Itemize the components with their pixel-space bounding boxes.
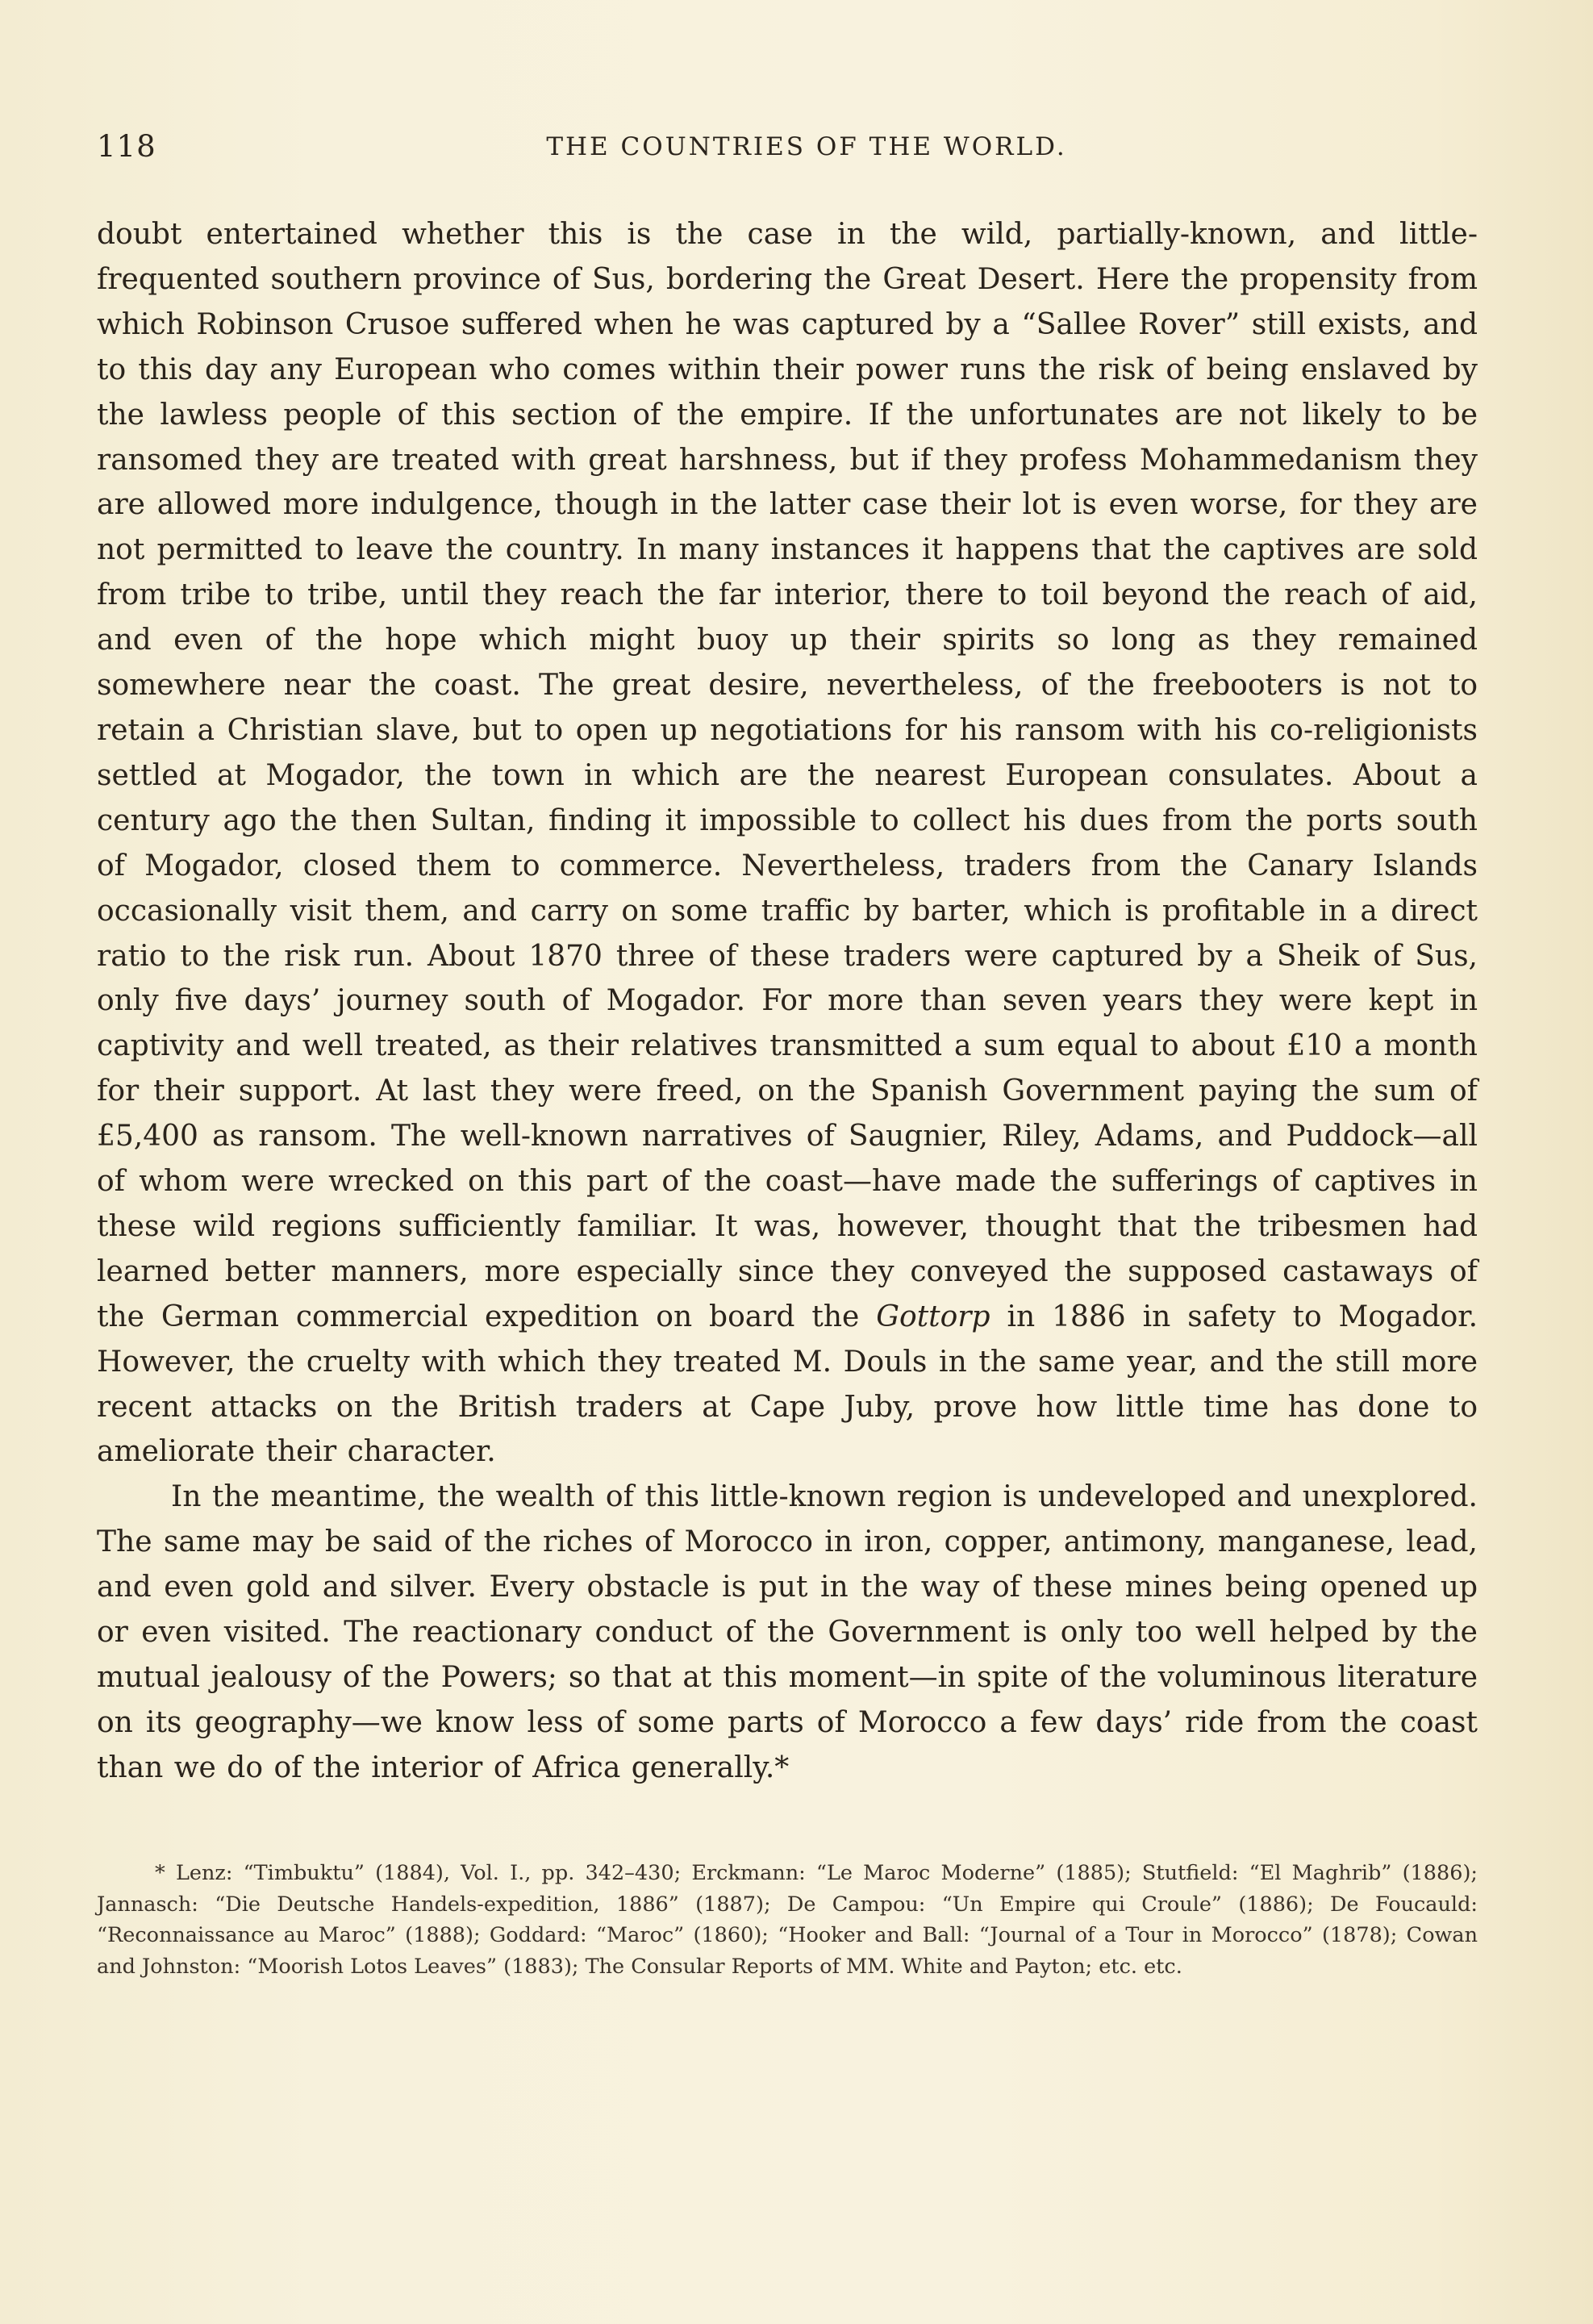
running-head: THE COUNTRIES OF THE WORLD. (546, 132, 1067, 161)
page-number: 118 (97, 129, 156, 164)
paragraph-2: In the meantime, the wealth of this little-known region is undeveloped and unexplored. The same may be said of the riches of Morocco in iron, copper, antimony, manganese, lead, and even gold and silver. Every obstacle is put in the way of these mines being opened up or even visited. The reactionary conduct of the Government is only too well helped by the mutual jealousy of the Powers; so that at this moment—in spite of the voluminous literature on its geography—we know less of some parts of Morocco a few days’ ride from the coast than we do of the interior of Africa generally.* (97, 1480, 1478, 1784)
paragraph-1 (97, 212, 1478, 1475)
paragraph-1-part-a: doubt entertained whether this is the case in the wild, partially-known, and little-frequented southern province of Sus, bordering the Great Desert. Here the propensity from which Robinson Crusoe suffered when he was captured by a “Sallee Rover” still exists, and to this day any European who comes within their power runs the risk of being enslaved by the lawless people of this section of the empire. If the unfortunates are not likely to be ransomed they are treated with great harshness, but if they profess Mohammedanism they are allowed more indulgence, though in the latter case their lot is even worse, for they are not permitted to leave the country. In many instances it happens that the captives are sold from tribe to tribe, until they reach the far interior, there to toil beyond the reach of aid, and even of the hope which might buoy up their spirits so long as they remained somewhere near the coast. The great desire, nevertheless, of the freebooters is not to retain a Christian slave, but to open up negotiations for his ransom with his co-religionists settled at Mogador, the town in which are the nearest European consulates. About a century ago the then Sultan, finding it impossible to collect his dues from the ports south of Mogador, closed them to commerce. Nevertheless, traders from the Canary Islands occasionally visit them, and carry on some traffic by barter, which is profitable in a direct ratio to the risk run. About 1870 three of these traders were captured by a Sheik of Sus, only five days’ journey south of Mogador. For more than seven years they were kept in captivity and well treated, as their relatives transmitted a sum equal to about £10 a month for their support. At last they were freed, on the Spanish Government paying the sum of £5,400 as ransom. The well-known narratives of Saugnier, Riley, Adams, and Puddock—all of whom were wrecked on this part of the coast—have made the sufferings of captives in these wild regions sufficiently familiar. It was, however, thought that the tribesmen had learned better manners, more especially since they conveyed the supposed castaways of the German commercial expedition on board the (97, 218, 1478, 1333)
paragraph-1-part-b: in 1886 in safety to Mogador. However, the cruelty with which they treated M. Douls in the same year, and the still more recent attacks on the British traders at Cape Juby, prove how little time has done to ameliorate their character. (97, 1300, 1478, 1469)
body-text (97, 212, 1478, 1791)
page-header (97, 129, 1484, 169)
ship-name: Gottorp (876, 1300, 990, 1333)
footnote (97, 1858, 1478, 1982)
footnote-text: * Lenz: “Timbuktu” (1884), Vol. I., pp. 342–430; Erckmann: “Le Maroc Moderne” (1885); Stutfield: “El Maghrib” (1886); Jannasch: “Die Deutsche Handels-expedition, 1886” (1887); De Campou: “Un Empire qui Croule” (1886); De Foucauld: “Reconnaissance au Maroc” (1888); Goddard: “Maroc” (1860); “Hooker and Ball: “Journal of a Tour in Morocco” (1878); Cowan and Johnston: “Moorish Lotos Leaves” (1883); The Consular Reports of MM. White and Payton; etc. etc. (97, 1861, 1478, 1979)
